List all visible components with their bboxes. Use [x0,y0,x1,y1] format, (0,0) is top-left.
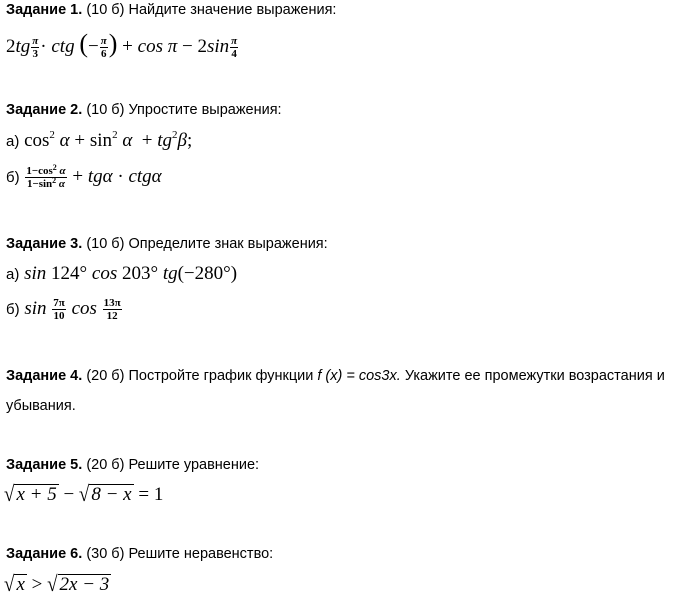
radicand: 2x − 3 [59,574,110,595]
task-1-points: (10 б) [86,2,125,18]
frac-cos-sin [25,165,66,190]
frac-num: π [100,35,107,48]
beta-symbol: β [177,130,188,151]
task-2-label: Задание 2. [6,102,83,118]
alpha-symbol: α [58,178,66,191]
minus-op: − [63,484,75,505]
cos-fn: cos [91,263,118,284]
frac-pi-4 [230,35,238,60]
alpha-symbol: α [122,130,133,151]
exponent: 2 [172,129,178,141]
task-6-text: Решите неравенство: [128,546,274,562]
tg-fn: tg [15,36,31,57]
sqrt-2x-minus-3: √ 2x − 3 [47,572,110,597]
frac-num: π [231,35,238,48]
task-4-label: Задание 4. [6,368,83,384]
task-6-heading [6,545,273,563]
task-2-points: (10 б) [86,102,125,118]
task-6-label: Задание 6. [6,546,83,562]
task-5-text: Решите уравнение: [128,457,260,473]
angle-203: 203° [121,263,159,284]
frac-den: 10 [53,310,65,323]
tg-fn: tg [157,130,173,151]
frac-den: 3 [32,48,39,61]
tg-alpha: tgα [87,166,113,187]
dot-op: · [117,166,124,187]
cos-fn: cos [71,298,97,319]
frac-7pi-10 [52,297,66,322]
minus-op: − [182,36,193,57]
task-3b-expression [6,297,123,322]
plus-op: + [122,36,133,57]
task-3-text: Определите знак выражения: [128,236,328,252]
frac-den-text: 1−sin [26,178,53,191]
frac-num: 7π [53,297,65,310]
task-1-heading [6,1,336,19]
task-3a-expression [6,262,237,287]
sqrt-x: √ x [4,572,25,597]
semicolon: ; [187,130,193,151]
frac-pi-6 [100,35,108,60]
exponent: 2 [52,163,57,173]
dot-op: · [40,36,47,57]
item-letter-b: б) [6,169,20,186]
ctg-fn: ctg [51,36,75,57]
exponent: 2 [112,129,118,141]
cos-fn: cos [24,130,50,151]
plus-op: + [74,130,86,151]
sqrt-8-minus-x: √ 8 − x [78,482,132,507]
alpha-symbol: α [59,165,66,178]
task-4-text-2: Укажите ее промежутки возрастания и убывания. [6,368,665,414]
task-5-heading [6,456,259,474]
cos-fn: cos [137,36,163,57]
task-3-points: (10 б) [86,236,125,252]
task-1-text: Найдите значение выражения: [128,2,337,18]
plus-op: + [141,130,153,151]
alpha-symbol: α [59,130,70,151]
task-3-label: Задание 3. [6,236,83,252]
task-6-points: (30 б) [86,546,125,562]
angle-neg-280: (−280°) [177,263,238,284]
sin-fn: sin [24,298,47,319]
task-2-text: Упростите выражения: [128,102,282,118]
task-5-label: Задание 5. [6,457,83,473]
frac-13pi-12 [103,297,122,322]
tg-fn: tg [162,263,178,284]
item-letter-a: а) [6,133,20,150]
task-4-heading [6,361,676,421]
ctg-alpha: ctgα [128,166,162,187]
task-2-heading [6,101,282,119]
task-1-label: Задание 1. [6,2,83,18]
task-4-text-1: Постройте график функции [128,368,314,384]
task-3-heading [6,235,328,253]
frac-num: π [32,35,39,48]
sin-fn: sin [206,36,230,57]
frac-num-text: 1−cos [26,165,53,178]
plus-op: + [72,166,84,187]
frac-den: 6 [100,48,107,61]
task-5-points: (20 б) [86,457,125,473]
task-4-points: (20 б) [86,368,125,384]
pi-symbol: π [167,36,178,57]
angle-124: 124° [51,263,88,284]
frac-num: 13π [103,297,121,310]
sqrt-x-plus-5: √ x + 5 [4,482,57,507]
task-1-expression [6,29,239,61]
task-2b-expression [6,165,162,190]
coef-2: 2 [6,36,16,57]
frac-den: 12 [103,309,122,322]
item-letter-b: б) [6,301,20,318]
frac-den: 4 [231,48,237,61]
radicand: x [16,574,25,595]
task-6-expression [4,573,111,597]
exponent: 2 [49,129,55,141]
sin-fn: sin [24,263,47,284]
item-letter-a: а) [6,266,20,283]
radicand: 8 − x [91,484,132,505]
coef-2: 2 [197,36,207,57]
task-2a-expression [6,129,192,154]
right-paren: ) [108,29,118,58]
sin-fn: sin [89,130,113,151]
frac-pi-3 [31,35,39,60]
greater-than-op: > [31,574,43,595]
minus-op: − [88,36,99,57]
exponent: 2 [52,176,57,186]
equals-one: = 1 [138,484,164,505]
task-5-expression [4,483,163,507]
radicand: x + 5 [16,484,57,505]
left-paren: ( [79,29,89,58]
task-4-function: f (x) = cos3x. [317,368,401,384]
